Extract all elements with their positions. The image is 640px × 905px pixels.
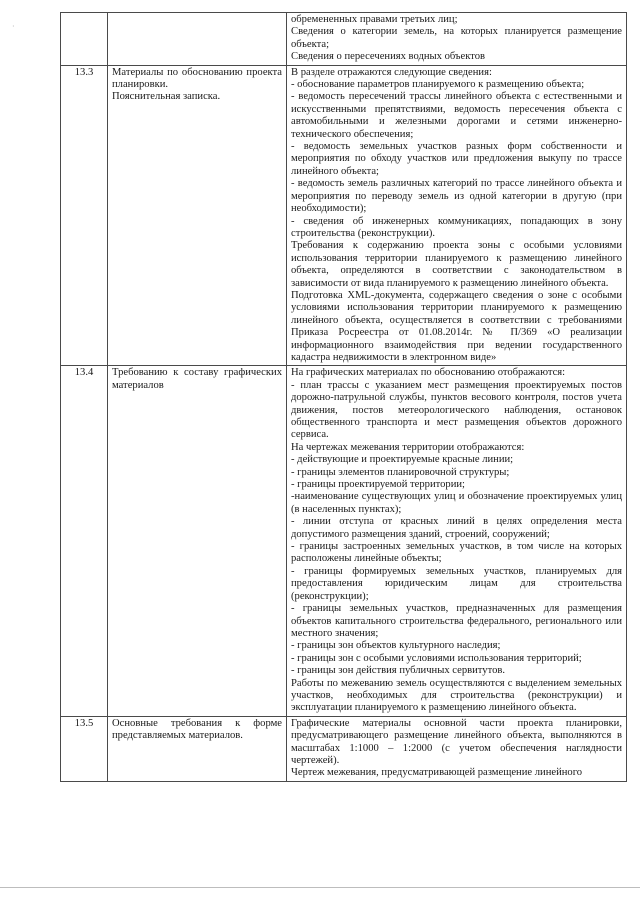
description-paragraph: Сведения о категории земель, на которых планируется размещение объекта; bbox=[291, 26, 622, 50]
description-paragraph: Подготовка XML-документа, содержащего сведения о зоне с особыми условиями использования территории планируемого к размещению линейного объекта, осуществляется в соответствии с требованиями Приказа Росреестра от 01.08.2014г. № П/369 «О реализации информационного взаимодействия при ведении государственного кадастра недвижимости в электронном виде» bbox=[291, 289, 622, 363]
table-row bbox=[61, 716, 627, 781]
description-paragraph: - границы формируемых земельных участков, планируемых для предоставления юридическим лицам для строительства (реконструкции); bbox=[291, 565, 622, 602]
row-description-cell bbox=[287, 366, 627, 716]
margin-mark: · bbox=[12, 22, 15, 31]
page-bottom-rule bbox=[0, 887, 640, 888]
row-title-line: Требованию к составу графических материалов bbox=[112, 367, 282, 391]
table-row bbox=[61, 13, 627, 66]
requirements-table-body bbox=[61, 13, 627, 782]
description-paragraph: Графические материалы основной части проекта планировки, предусматривающего размещение линейного объекта, выполняются в масштабах 1:1000 – 1:2000 (с учетом обеспечения наглядности чертежей). bbox=[291, 717, 622, 766]
description-paragraph: - границы зон действия публичных сервитутов. bbox=[291, 665, 506, 677]
description-paragraph: На графических материалах по обоснованию отображаются: bbox=[291, 367, 566, 379]
description-paragraph: На чертежах межевания территории отображаются: bbox=[291, 441, 525, 453]
description-paragraph: Работы по межеванию земель осуществляются с выделением земельных участков, необходимых для строительства (реконструкции) и эксплуатации планируемого к размещению линейного объекта. bbox=[291, 677, 622, 714]
description-paragraph: - границы застроенных земельных участков, в том числе на которых расположены линейные объекты; bbox=[291, 541, 622, 565]
table-row bbox=[61, 366, 627, 716]
description-paragraph: - линии отступа от красных линий в целях определения места допустимого размещения зданий, строений, сооружений; bbox=[291, 516, 622, 540]
description-paragraph: Требования к содержанию проекта зоны с особыми условиями использования территории планируемого к размещению линейного объекта, определяются в соответствии с законодательством в зависимости от вида планируемого к размещению линейного объекта. bbox=[291, 240, 622, 289]
table-row bbox=[61, 65, 627, 366]
description-paragraph: обремененных правами третьих лиц; bbox=[291, 14, 458, 25]
description-paragraph: - сведения об инженерных коммуникациях, попадающих в зону строительства (реконструкции). bbox=[291, 215, 622, 239]
row-title-line: Материалы по обоснованию проекта планировки. bbox=[112, 66, 282, 91]
description-paragraph: Сведения о пересечениях водных объектов bbox=[291, 51, 485, 63]
row-title-cell bbox=[108, 13, 287, 66]
description-paragraph: - ведомость пересечений трассы линейного объекта с естественными и искусственными препятствиями, ведомость пересечения объекта с автомобильными и железными дорогами и сетями инженерно-технического обеспечения; bbox=[291, 91, 622, 140]
description-paragraph: - ведомость земель различных категорий по трассе линейного объекта и мероприятия по переводу земель из одной категории в другую (при необходимости); bbox=[291, 178, 622, 215]
description-paragraph: - границы зон объектов культурного наследия; bbox=[291, 640, 501, 652]
description-paragraph: -наименование существующих улиц и обозначение проектируемых улиц (в населенных пунктах); bbox=[291, 491, 622, 515]
description-paragraph: - границы зон с особыми условиями использования территорий; bbox=[291, 652, 582, 664]
description-paragraph: - ведомость земельных участков разных форм собственности и мероприятия по обходу участков или предложения выкупу по трассе линейного объекта; bbox=[291, 141, 622, 177]
description-paragraph: - границы элементов планировочной структуры; bbox=[291, 466, 510, 478]
row-title-line: Основные требования к форме представляемых материалов. bbox=[112, 717, 282, 742]
row-number bbox=[61, 13, 108, 66]
description-paragraph: - границы земельных участков, предназначенных для размещения объектов капитального строительства федерального, регионального или местного значения; bbox=[291, 603, 622, 639]
row-title-cell bbox=[108, 716, 287, 781]
row-title-cell bbox=[108, 65, 287, 366]
row-number: 13.5 bbox=[61, 716, 108, 781]
description-paragraph: - границы проектируемой территории; bbox=[291, 479, 465, 491]
row-number: 13.4 bbox=[61, 366, 108, 716]
row-title-line: Пояснительная записка. bbox=[112, 91, 221, 103]
requirements-table bbox=[60, 12, 627, 782]
description-paragraph: - план трассы с указанием мест размещения проектируемых постов дорожно-патрульной службы, пунктов весового контроля, постов учета движения, постов метеорологического наблюдения, остановок общественного транспорта и мест размещения объектов дорожного сервиса. bbox=[291, 379, 622, 441]
row-title-cell bbox=[108, 366, 287, 716]
row-description-cell bbox=[287, 65, 627, 366]
row-description-cell bbox=[287, 716, 627, 781]
row-number: 13.3 bbox=[61, 65, 108, 366]
description-paragraph: В разделе отражаются следующие сведения: bbox=[291, 66, 492, 78]
description-paragraph: Чертеж межевания, предусматривающей размещение линейного bbox=[291, 767, 583, 779]
row-description-cell bbox=[287, 13, 627, 66]
description-paragraph: - действующие и проектируемые красные линии; bbox=[291, 454, 514, 466]
description-paragraph: - обоснование параметров планируемого к размещению объекта; bbox=[291, 79, 585, 91]
